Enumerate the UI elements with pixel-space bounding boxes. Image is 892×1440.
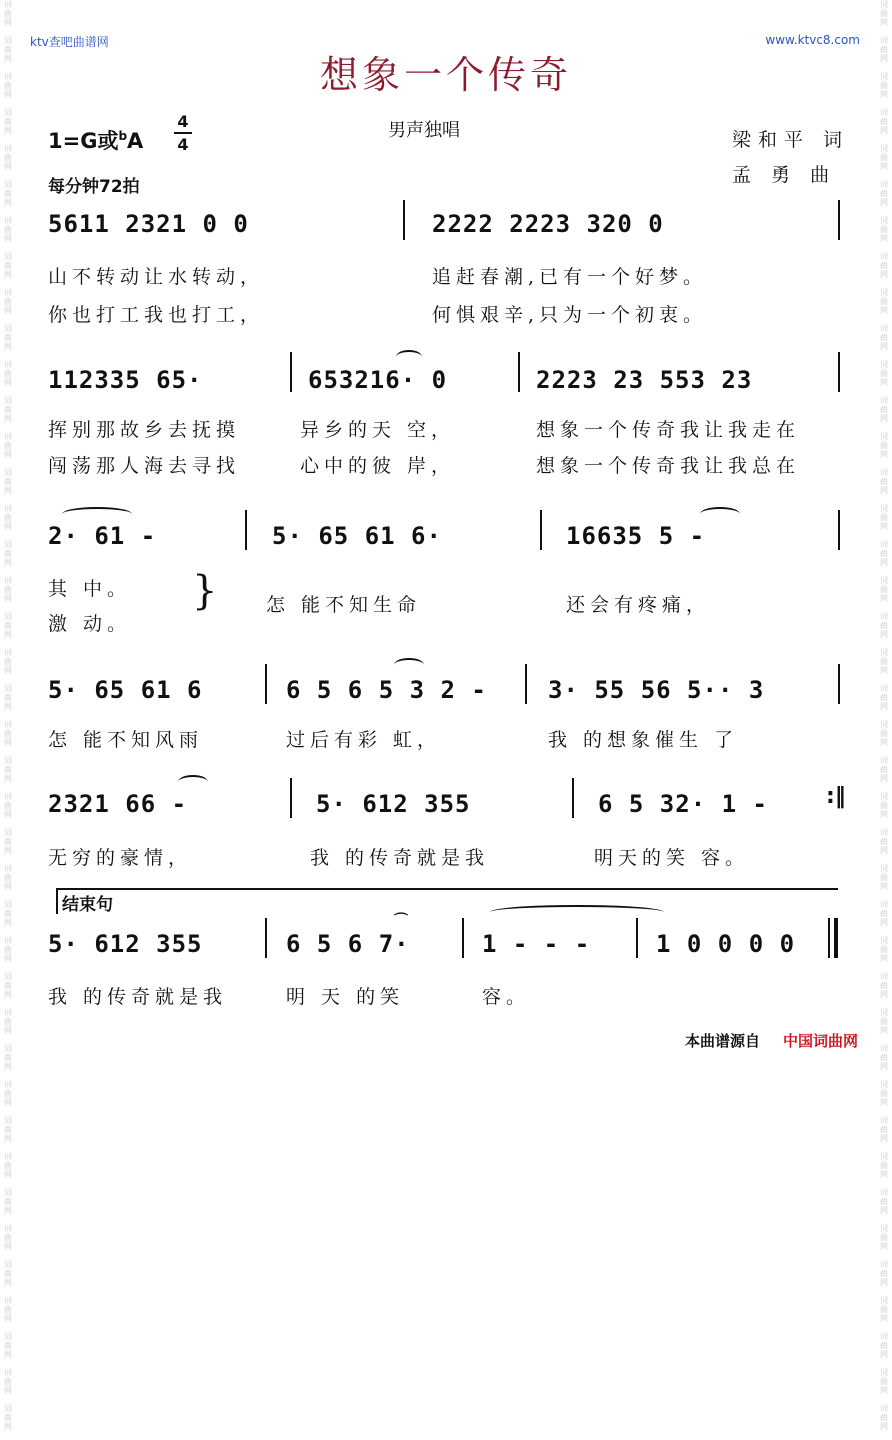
notes-s6-m1: 5· 612 355: [48, 930, 203, 958]
header-right-url[interactable]: www.ktvc8.com: [765, 33, 860, 47]
notes-s2-m3: 2223 23 553 23: [536, 366, 753, 394]
lyric-s3-v1-b: 怎 能不知生命: [266, 594, 422, 616]
notes-s4-m2: 6 5 6 5 3 2 -: [286, 676, 487, 704]
lyric-s2-v2-b: 心中的彼 岸，: [300, 455, 456, 477]
repeat-sign: :‖: [826, 784, 846, 809]
fermata: ⌒: [394, 913, 408, 929]
lyric-s3-v1-a: 其 中。: [48, 578, 132, 600]
lyric-s5-v1-c: 明天的笑 容。: [594, 847, 750, 869]
tempo-marking: 每分钟72拍: [48, 177, 140, 197]
song-subtitle: 男声独唱: [388, 120, 460, 141]
lyric-s4-v1-a: 怎 能不知风雨: [48, 729, 204, 751]
notes-s5-m1: 2321 66 -: [48, 790, 188, 818]
sidebar-watermark-left: 词 曲 网 词 曲 网 词 曲 网 词 曲 网 词 曲 网 词 曲 网 词 曲 网 词 曲 网 词 曲 网 词 曲 网 词 曲 网 词 曲 网 词 曲 网 词 曲 网 词 曲 网 词 曲 网 词 曲 网 词 曲 网 词 曲 网 词 曲 网 词 曲 网 词 曲 网 词 曲 网 词 曲 网 词 曲 网 词 曲 网 词 曲 网 词 曲 网 词 曲 网 词 曲 网 词 曲 网 词 曲 网 词 曲 网 词 曲 网 词 曲 网 词 曲 网 词 曲 网 词 曲 网 词 曲 网 词 曲 网: [4, 0, 12, 1431]
ending-bracket: [56, 888, 838, 914]
time-bottom: 4: [177, 135, 189, 154]
sidebar-watermark-right: 词 曲 网 词 曲 网 词 曲 网 词 曲 网 词 曲 网 词 曲 网 词 曲 网 词 曲 网 词 曲 网 词 曲 网 词 曲 网 词 曲 网 词 曲 网 词 曲 网 词 曲 网 词 曲 网 词 曲 网 词 曲 网 词 曲 网 词 曲 网 词 曲 网 词 曲 网 词 曲 网 词 曲 网 词 曲 网 词 曲 网 词 曲 网 词 曲 网 词 曲 网 词 曲 网 词 曲 网 词 曲 网 词 曲 网 词 曲 网 词 曲 网 词 曲 网 词 曲 网 词 曲 网 词 曲 网 词 曲 网: [880, 0, 888, 1431]
notes-s5-m3: 6 5 32· 1 -: [598, 790, 768, 818]
lyric-s2-v2-a: 闯荡那人海去寻找: [48, 455, 241, 477]
notes-s1-m2: 2222 2223 320 0: [432, 210, 664, 238]
flat-sign: b: [118, 129, 128, 143]
lyric-s2-v1-a: 挥别那故乡去抚摸: [48, 419, 241, 441]
notes-s6-m4: 1 0 0 0 0: [656, 930, 796, 958]
notes-s2-m1: 112335 65·: [48, 366, 203, 394]
lyric-s1-v1-b: 追赶春潮,已有一个好梦。: [432, 266, 708, 288]
lyric-s1-v1-a: 山不转动让水转动，: [48, 266, 265, 288]
lyric-s6-v1-a: 我 的传奇就是我: [48, 986, 228, 1008]
notes-s5-m2: 5· 612 355: [316, 790, 471, 818]
lyric-s5-v1-b: 我 的传奇就是我: [310, 847, 490, 869]
notes-s6-m2: 6 5 6 7·: [286, 930, 410, 958]
footer-site-link[interactable]: 中国词曲网: [782, 1032, 858, 1050]
lyric-s2-v2-c: 想象一个传奇我让我总在: [536, 455, 801, 477]
lyric-s5-v1-a: 无穷的豪情，: [48, 847, 193, 869]
ending-label: 结束句: [62, 895, 113, 915]
composer-credit: 孟 勇 曲: [732, 164, 837, 186]
lyric-s1-v2-b: 何惧艰辛,只为一个初衷。: [432, 304, 708, 326]
lyric-s3-v2-a: 激 动。: [48, 613, 132, 635]
notes-s3-m1: 2· 61 -: [48, 522, 157, 550]
time-signature: [174, 112, 192, 154]
notes-s3-m3: 16635 5 -: [566, 522, 706, 550]
footer-source: 本曲谱源自: [684, 1032, 760, 1050]
brace: }: [192, 568, 218, 614]
lyric-s4-v1-b: 过后有彩 虹，: [286, 729, 442, 751]
lyric-s2-v1-b: 异乡的天 空，: [300, 419, 456, 441]
time-top: 4: [177, 112, 189, 131]
notes-s4-m3: 3· 55 56 5·· 3: [548, 676, 765, 704]
key-signature: [48, 125, 143, 155]
lyric-s3-v1-c: 还会有疼痛，: [566, 594, 711, 616]
lyricist-credit: 梁和平 词: [732, 129, 850, 151]
header-left-site[interactable]: ktv查吧曲谱网: [30, 35, 109, 49]
song-title: 想象一个传奇: [319, 53, 572, 97]
lyric-s4-v1-c: 我 的想象催生 了: [548, 729, 739, 751]
lyric-s2-v1-c: 想象一个传奇我让我走在: [536, 419, 801, 441]
lyric-s1-v2-a: 你也打工我也打工，: [48, 304, 265, 326]
key-note: A: [127, 129, 144, 153]
notes-s6-m3: 1 - - -: [482, 930, 591, 958]
notes-s1-m1: 5611 2321 0 0: [48, 210, 249, 238]
notes-s2-m2: 653216· 0: [308, 366, 448, 394]
lyric-s6-v1-b: 明 天 的笑: [286, 986, 405, 1008]
notes-s3-m2: 5· 65 61 6·: [272, 522, 442, 550]
key-text: 1=G或: [48, 129, 119, 153]
notes-s4-m1: 5· 65 61 6: [48, 676, 203, 704]
lyric-s6-v1-c: 容。: [482, 986, 531, 1008]
